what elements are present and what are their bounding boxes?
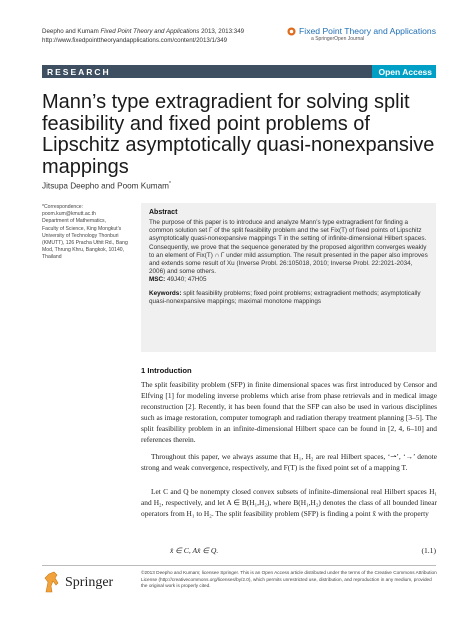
citation-detail: 2013, 2013:349 [201, 28, 245, 35]
keywords-label: Keywords: [149, 289, 182, 297]
banner-section-label: RESEARCH [47, 67, 111, 77]
article-title: Mann’s type extragradient for solving split feasibility and fixed point problems of Lipschitz asymptotically quasi-nonexpansive mappings [42, 91, 435, 178]
journal-logo-sub: a SpringerOpen Journal [311, 36, 365, 42]
correspondence-line: (KMUTT), 126 Pracha Uthit Rd., Bang [42, 240, 128, 247]
journal-logo[interactable] [299, 26, 436, 42]
footer-divider [42, 565, 436, 566]
msc-line [149, 276, 428, 284]
correspondence-block [42, 204, 132, 262]
keywords-line [149, 290, 428, 306]
correspondence-email[interactable]: poom.kum@kmutt.ac.th [42, 211, 96, 218]
equation-1-1: x̂ ∈ C, Ax̂ ∈ Q. [170, 546, 219, 555]
section-banner [42, 65, 436, 78]
running-header [42, 27, 244, 45]
correspondence-line: Thailand [42, 254, 62, 261]
msc-codes: 49J40; 47H05 [166, 276, 207, 284]
abstract-text: The purpose of this paper is to introduce and analyze Mann’s type extragradient for finding a common solution set Γ of the split feasibility problem and the set Fix(T) of fixed points of Lipschitz asymptotically quasi-nonexpansive mappings T in the setting of infinite-dimensional Hilbert spaces. Consequently, we prove that the sequence generated by the proposed algorithm converges weakly to an element of Fix(T) ∩ Γ under mild assumption. The result presented in the paper also improves and extends some result of Xu (Inverse Probl. 26:105018, 2010; Inverse Probl. 22:2021-2034, 2006) and some others. [149, 219, 428, 276]
keywords-text: split feasibility problems; fixed point problems; extragradient methods; asymptotically quasi-nonexpansive mappings; maximal monotone mappings [149, 289, 421, 305]
correspondence-line: Department of Mathematics, [42, 218, 106, 225]
intro-paragraph-3: Let C and Q be nonempty closed convex subsets of infinite-dimensional real Hilbert spaces H₁ and H₂, respectively, and let A ∈ B(H₁,H₂), where B(H₁,H₂) denotes the class of all bounded linear operators from H₁ to H₂. The split feasibility problem (SFP) is finding a point x̂ with the property [141, 487, 437, 518]
correspondence-line: University of Technology Thonburi [42, 232, 119, 239]
license-text: ©2013 Deepho and Kumam; licensee Springer. This is an Open Access article distributed under the terms of the Creative Commons Attribution License (http://creativecommons.org/licenses/by/2.0), which permits unrestricted use, distribution, and reproduction in any medium, provided the original work is properly cited. [141, 570, 437, 588]
equation-number: (1.1) [421, 546, 436, 555]
author-names: Jitsupa Deepho and Poom Kumam [42, 181, 169, 191]
correspondence-line: *Correspondence: [42, 204, 84, 210]
citation-authors: Deepho and Kumam [42, 28, 99, 35]
open-access-badge [372, 65, 436, 78]
msc-label: MSC: [149, 276, 166, 284]
journal-logo-name: Fixed Point Theory and Applications [299, 26, 436, 36]
article-url[interactable]: http://www.fixedpointtheoryandapplications.com/content/2013/1/349 [42, 37, 228, 44]
intro-paragraph-2: Throughout this paper, we always assume that H₁, H₂ are real Hilbert spaces, ‘⇀’, ‘→’ denote strong and weak convergence, respectively, and F(T) is the fixed point set of a mapping T. [141, 452, 437, 472]
intro-paragraph-1: The split feasibility problem (SFP) in finite dimensional spaces was first introduced by Censor and Elfving [1] for modeling inverse problems which arise from phase retrievals and in medical image reconstruction [2]. Recently, it has been found that the SFP can also be used in various disciplines such as image restoration, computer tomograph and radiation therapy treatment planning [3–5]. The split feasibility problem in an infinite-dimensional Hilbert space can be found in [2, 4, 6–10] and references therein. [141, 380, 437, 444]
journal-logo-icon [287, 27, 296, 36]
author-line [42, 181, 171, 191]
citation-journal: Fixed Point Theory and Applications [100, 28, 200, 35]
correspondence-line: Mod, Thrung Khru, Bangkok, 10140, [42, 247, 125, 254]
author-mark: * [168, 181, 171, 187]
open-access-label: Open Access [378, 67, 432, 77]
correspondence-line: Faculty of Science, King Mongkut’s [42, 225, 122, 232]
springer-logo [42, 570, 128, 598]
intro-heading: 1 Introduction [141, 366, 192, 375]
springer-horse-icon [42, 570, 62, 594]
springer-wordmark: Springer [65, 575, 114, 590]
abstract-heading: Abstract [149, 209, 178, 216]
abstract-box [141, 203, 436, 352]
